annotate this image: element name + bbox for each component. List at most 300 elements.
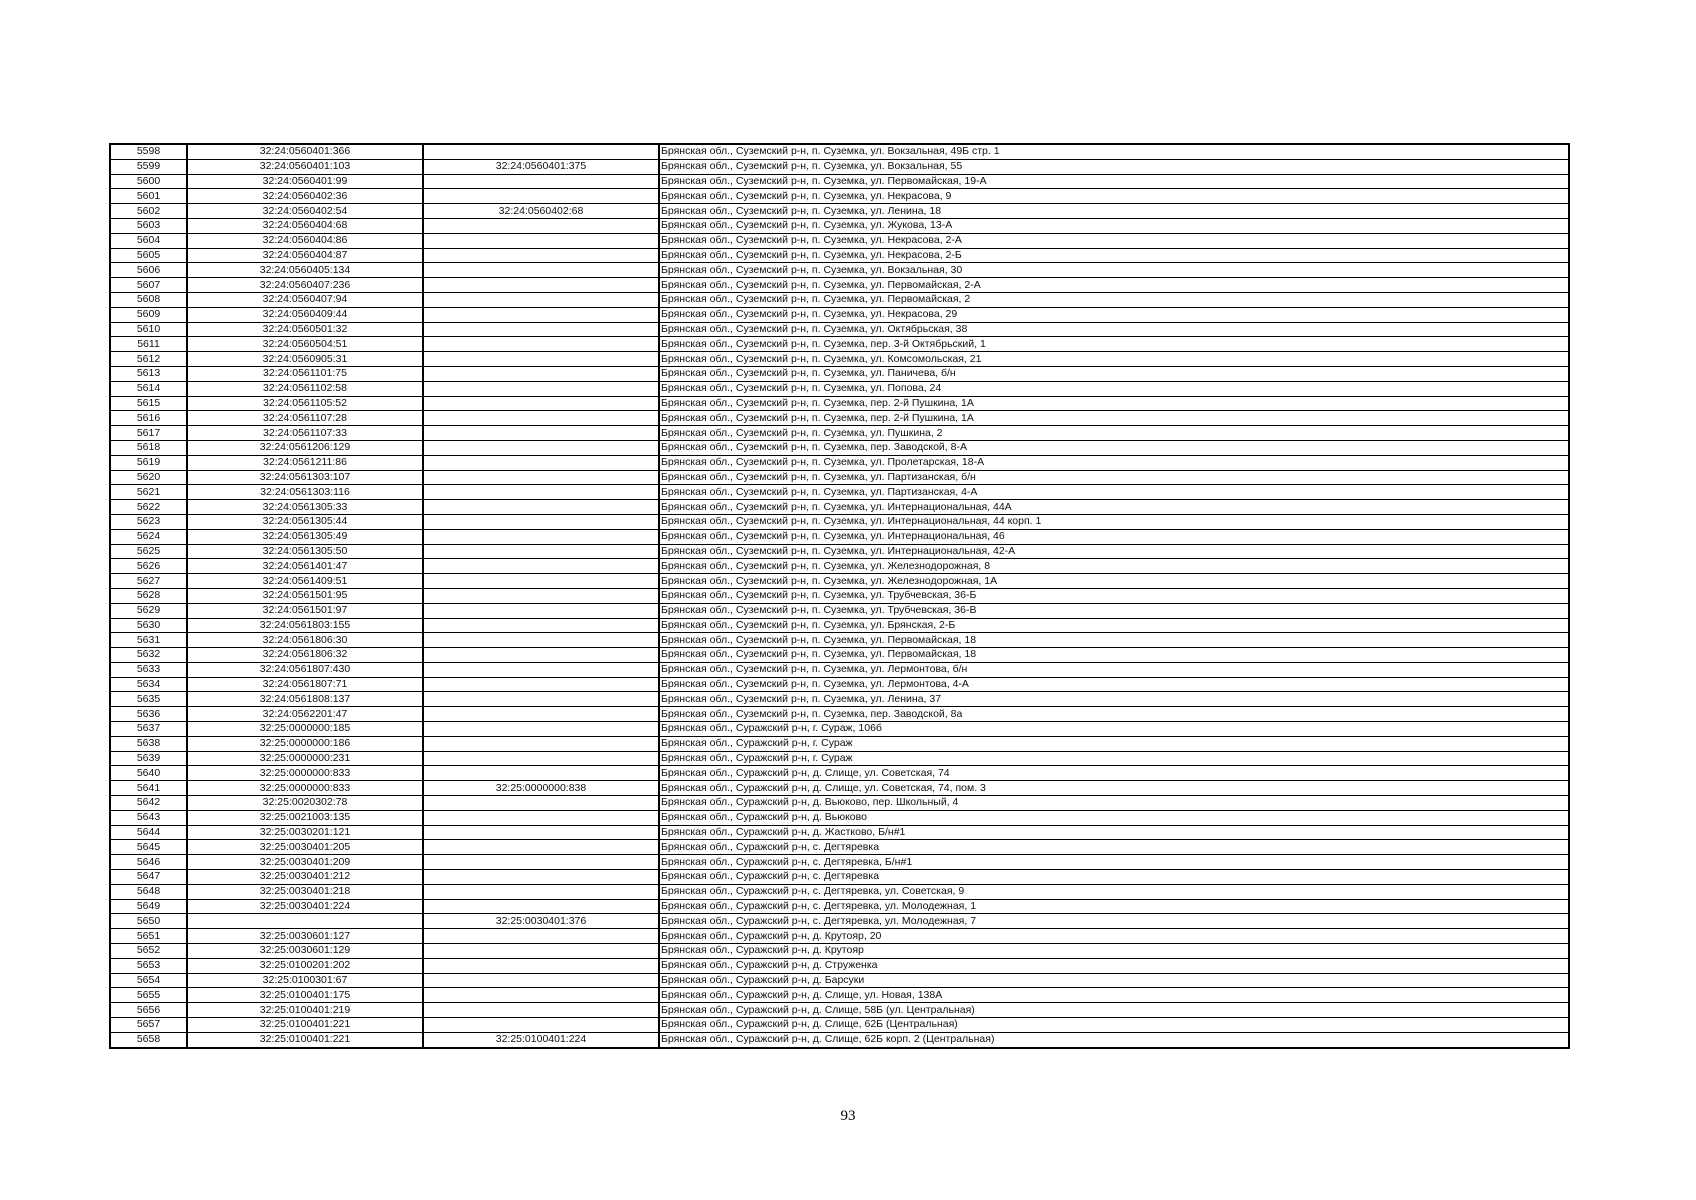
table-row (110, 707, 1569, 722)
related-cadastral-number-cell (423, 189, 659, 204)
related-cadastral-number-cell (423, 440, 659, 455)
address-cell: Брянская обл., Суражский р-н, д. Струженка (659, 958, 1569, 973)
table-row (110, 204, 1569, 219)
related-cadastral-number-cell (423, 751, 659, 766)
related-cadastral-number-cell (423, 707, 659, 722)
related-cadastral-number-cell (423, 322, 659, 337)
table-row (110, 189, 1569, 204)
related-cadastral-number-cell (423, 278, 659, 293)
row-number-cell: 5623 (110, 514, 187, 529)
cadastral-number-cell: 32:24:0560404:68 (187, 218, 423, 233)
row-number-cell: 5621 (110, 485, 187, 500)
table-row (110, 884, 1569, 899)
address-cell: Брянская обл., Суземский р-н, п. Суземка, ул. Партизанская, 4-А (659, 485, 1569, 500)
row-number-cell: 5614 (110, 381, 187, 396)
row-number-cell: 5650 (110, 914, 187, 929)
table-row (110, 396, 1569, 411)
related-cadastral-number-cell (423, 692, 659, 707)
address-cell: Брянская обл., Суражский р-н, д. Слище, ул. Советская, 74 (659, 766, 1569, 781)
cadastral-number-cell: 32:24:0561501:95 (187, 588, 423, 603)
table-row (110, 840, 1569, 855)
cadastral-number-cell: 32:25:0030401:218 (187, 884, 423, 899)
cadastral-number-cell: 32:25:0030401:209 (187, 855, 423, 870)
related-cadastral-number-cell (423, 529, 659, 544)
table-row (110, 588, 1569, 603)
related-cadastral-number-cell (423, 366, 659, 381)
table-row (110, 292, 1569, 307)
related-cadastral-number-cell (423, 307, 659, 322)
address-cell: Брянская обл., Суражский р-н, д. Вьюково, пер. Школьный, 4 (659, 796, 1569, 811)
page-number: 93 (840, 1108, 856, 1124)
related-cadastral-number-cell (423, 618, 659, 633)
cadastral-number-cell: 32:24:0560504:51 (187, 337, 423, 352)
row-number-cell: 5640 (110, 766, 187, 781)
table-row (110, 722, 1569, 737)
row-number-cell: 5603 (110, 218, 187, 233)
related-cadastral-number-cell (423, 958, 659, 973)
cadastral-number-cell: 32:24:0561806:32 (187, 648, 423, 663)
cadastral-number-cell (187, 914, 423, 929)
table-row (110, 174, 1569, 189)
address-cell: Брянская обл., Суземский р-н, п. Суземка, ул. Железнодорожная, 8 (659, 559, 1569, 574)
row-number-cell: 5606 (110, 263, 187, 278)
related-cadastral-number-cell (423, 352, 659, 367)
cadastral-number-cell: 32:24:0561401:47 (187, 559, 423, 574)
address-cell: Брянская обл., Суземский р-н, п. Суземка, ул. Первомайская, 18 (659, 648, 1569, 663)
related-cadastral-number-cell (423, 1003, 659, 1018)
cadastral-number-cell: 32:24:0561409:51 (187, 574, 423, 589)
related-cadastral-number-cell (423, 588, 659, 603)
table-row (110, 440, 1569, 455)
row-number-cell: 5622 (110, 500, 187, 515)
address-cell: Брянская обл., Суземский р-н, п. Суземка, ул. Некрасова, 29 (659, 307, 1569, 322)
table-row (110, 618, 1569, 633)
table-row (110, 426, 1569, 441)
row-number-cell: 5643 (110, 810, 187, 825)
cadastral-number-cell: 32:24:0560405:134 (187, 263, 423, 278)
related-cadastral-number-cell (423, 514, 659, 529)
address-cell: Брянская обл., Суражский р-н, д. Слище, ул. Советская, 74, пом. 3 (659, 781, 1569, 796)
table-row (110, 825, 1569, 840)
related-cadastral-number-cell (423, 796, 659, 811)
cadastral-number-cell: 32:25:0021003:135 (187, 810, 423, 825)
row-number-cell: 5647 (110, 870, 187, 885)
address-cell: Брянская обл., Суземский р-н, п. Суземка, ул. Жукова, 13-А (659, 218, 1569, 233)
related-cadastral-number-cell (423, 648, 659, 663)
related-cadastral-number-cell (423, 766, 659, 781)
table-row (110, 929, 1569, 944)
related-cadastral-number-cell (423, 944, 659, 959)
address-cell: Брянская обл., Суземский р-н, п. Суземка, ул. Партизанская, б/н (659, 470, 1569, 485)
table-row (110, 692, 1569, 707)
table-row (110, 973, 1569, 988)
address-cell: Брянская обл., Суземский р-н, п. Суземка, ул. Трубчевская, 36-Б (659, 588, 1569, 603)
table-row (110, 677, 1569, 692)
cadastral-number-cell: 32:24:0561102:58 (187, 381, 423, 396)
row-number-cell: 5628 (110, 588, 187, 603)
row-number-cell: 5613 (110, 366, 187, 381)
row-number-cell: 5602 (110, 204, 187, 219)
related-cadastral-number-cell (423, 840, 659, 855)
table-row (110, 648, 1569, 663)
cadastral-number-cell: 32:24:0561807:430 (187, 662, 423, 677)
address-cell: Брянская обл., Суземский р-н, п. Суземка, пер. Заводской, 8а (659, 707, 1569, 722)
table-row (110, 944, 1569, 959)
address-cell: Брянская обл., Суражский р-н, д. Вьюково (659, 810, 1569, 825)
cadastral-number-cell: 32:25:0030401:224 (187, 899, 423, 914)
address-cell: Брянская обл., Суражский р-н, г. Сураж (659, 751, 1569, 766)
address-cell: Брянская обл., Суземский р-н, п. Суземка, ул. Первомайская, 18 (659, 633, 1569, 648)
address-cell: Брянская обл., Суземский р-н, п. Суземка, ул. Пушкина, 2 (659, 426, 1569, 441)
related-cadastral-number-cell (423, 174, 659, 189)
address-cell: Брянская обл., Суражский р-н, г. Сураж (659, 736, 1569, 751)
table-row (110, 233, 1569, 248)
row-number-cell: 5610 (110, 322, 187, 337)
table-row (110, 855, 1569, 870)
related-cadastral-number-cell (423, 825, 659, 840)
cadastral-number-cell: 32:25:0100401:221 (187, 1018, 423, 1033)
row-number-cell: 5633 (110, 662, 187, 677)
table-row (110, 455, 1569, 470)
row-number-cell: 5609 (110, 307, 187, 322)
cadastral-number-cell: 32:24:0561806:30 (187, 633, 423, 648)
table-row (110, 870, 1569, 885)
row-number-cell: 5629 (110, 603, 187, 618)
cadastral-number-cell: 32:24:0560401:103 (187, 159, 423, 174)
table-row (110, 603, 1569, 618)
related-cadastral-number-cell (423, 455, 659, 470)
related-cadastral-number-cell (423, 603, 659, 618)
address-cell: Брянская обл., Суражский р-н, с. Дегтяревка, Б/н#1 (659, 855, 1569, 870)
related-cadastral-number-cell (423, 426, 659, 441)
cadastral-number-cell: 32:25:0030601:127 (187, 929, 423, 944)
cadastral-number-cell: 32:25:0030201:121 (187, 825, 423, 840)
row-number-cell: 5649 (110, 899, 187, 914)
row-number-cell: 5600 (110, 174, 187, 189)
address-cell: Брянская обл., Суземский р-н, п. Суземка, ул. Железнодорожная, 1А (659, 574, 1569, 589)
address-cell: Брянская обл., Суземский р-н, п. Суземка, ул. Вокзальная, 49Б стр. 1 (659, 144, 1569, 159)
address-cell: Брянская обл., Суражский р-н, д. Слище, 62Б корп. 2 (Центральная) (659, 1032, 1569, 1047)
cadastral-number-cell: 32:25:0100201:202 (187, 958, 423, 973)
row-number-cell: 5634 (110, 677, 187, 692)
cadastral-number-cell: 32:25:0030401:205 (187, 840, 423, 855)
table-row (110, 381, 1569, 396)
address-cell: Брянская обл., Суражский р-н, д. Крутояр (659, 944, 1569, 959)
cadastral-number-cell: 32:24:0560407:94 (187, 292, 423, 307)
related-cadastral-number-cell (423, 855, 659, 870)
address-cell: Брянская обл., Суражский р-н, г. Сураж, 106б (659, 722, 1569, 737)
cadastral-number-cell: 32:24:0561101:75 (187, 366, 423, 381)
table-row (110, 781, 1569, 796)
address-cell: Брянская обл., Суземский р-н, п. Суземка, ул. Комсомольская, 21 (659, 352, 1569, 367)
row-number-cell: 5605 (110, 248, 187, 263)
table-row (110, 485, 1569, 500)
cadastral-number-cell: 32:25:0100301:67 (187, 973, 423, 988)
cadastral-number-cell: 32:24:0562201:47 (187, 707, 423, 722)
address-cell: Брянская обл., Суземский р-н, п. Суземка, ул. Интернациональная, 46 (659, 529, 1569, 544)
table-row (110, 574, 1569, 589)
address-cell: Брянская обл., Суражский р-н, д. Жастково, Б/н#1 (659, 825, 1569, 840)
table-row (110, 470, 1569, 485)
related-cadastral-number-cell (423, 899, 659, 914)
table-row (110, 411, 1569, 426)
cadastral-number-cell: 32:25:0000000:231 (187, 751, 423, 766)
row-number-cell: 5615 (110, 396, 187, 411)
cadastral-number-cell: 32:24:0560501:32 (187, 322, 423, 337)
related-cadastral-number-cell (423, 973, 659, 988)
cadastral-number-cell: 32:24:0561105:52 (187, 396, 423, 411)
row-number-cell: 5618 (110, 440, 187, 455)
address-cell: Брянская обл., Суражский р-н, д. Крутояр, 20 (659, 929, 1569, 944)
row-number-cell: 5648 (110, 884, 187, 899)
table-row (110, 988, 1569, 1003)
address-cell: Брянская обл., Суражский р-н, д. Барсуки (659, 973, 1569, 988)
cadastral-number-cell: 32:24:0560401:366 (187, 144, 423, 159)
cadastral-number-cell: 32:24:0561211:86 (187, 455, 423, 470)
cadastral-number-cell: 32:24:0560404:87 (187, 248, 423, 263)
cadastral-number-cell: 32:25:0000000:186 (187, 736, 423, 751)
row-number-cell: 5641 (110, 781, 187, 796)
related-cadastral-number-cell (423, 677, 659, 692)
table-row (110, 159, 1569, 174)
table-row (110, 810, 1569, 825)
row-number-cell: 5652 (110, 944, 187, 959)
cadastral-number-cell: 32:25:0030401:212 (187, 870, 423, 885)
address-cell: Брянская обл., Суземский р-н, п. Суземка, ул. Паничева, б/н (659, 366, 1569, 381)
table-row (110, 529, 1569, 544)
table-row (110, 337, 1569, 352)
table-row (110, 958, 1569, 973)
related-cadastral-number-cell (423, 218, 659, 233)
table-row (110, 1032, 1569, 1047)
address-cell: Брянская обл., Суземский р-н, п. Суземка, ул. Интернациональная, 42-А (659, 544, 1569, 559)
related-cadastral-number-cell: 32:25:0100401:224 (423, 1032, 659, 1047)
related-cadastral-number-cell: 32:24:0560401:375 (423, 159, 659, 174)
cadastral-number-cell: 32:25:0000000:185 (187, 722, 423, 737)
address-cell: Брянская обл., Суземский р-н, п. Суземка, ул. Вокзальная, 30 (659, 263, 1569, 278)
cadastral-number-cell: 32:24:0561807:71 (187, 677, 423, 692)
table-row (110, 899, 1569, 914)
related-cadastral-number-cell (423, 662, 659, 677)
table-row (110, 751, 1569, 766)
related-cadastral-number-cell (423, 929, 659, 944)
table-row (110, 144, 1569, 159)
cadastral-number-cell: 32:24:0561501:97 (187, 603, 423, 618)
table-row (110, 263, 1569, 278)
related-cadastral-number-cell (423, 988, 659, 1003)
cadastral-number-cell: 32:24:0561303:107 (187, 470, 423, 485)
related-cadastral-number-cell (423, 1018, 659, 1033)
row-number-cell: 5625 (110, 544, 187, 559)
row-number-cell: 5630 (110, 618, 187, 633)
address-cell: Брянская обл., Суземский р-н, п. Суземка, ул. Первомайская, 19-А (659, 174, 1569, 189)
table-row (110, 500, 1569, 515)
related-cadastral-number-cell: 32:25:0000000:838 (423, 781, 659, 796)
row-number-cell: 5646 (110, 855, 187, 870)
related-cadastral-number-cell (423, 411, 659, 426)
address-cell: Брянская обл., Суземский р-н, п. Суземка, ул. Октябрьская, 38 (659, 322, 1569, 337)
table-row (110, 248, 1569, 263)
cadastral-number-cell: 32:24:0560401:99 (187, 174, 423, 189)
table-row (110, 736, 1569, 751)
cadastral-number-cell: 32:24:0561107:28 (187, 411, 423, 426)
cadastral-number-cell: 32:24:0561303:116 (187, 485, 423, 500)
table-row (110, 514, 1569, 529)
table-row (110, 662, 1569, 677)
row-number-cell: 5608 (110, 292, 187, 307)
row-number-cell: 5638 (110, 736, 187, 751)
cadastral-number-cell: 32:24:0561305:33 (187, 500, 423, 515)
related-cadastral-number-cell (423, 633, 659, 648)
cadastral-number-cell: 32:24:0561808:137 (187, 692, 423, 707)
row-number-cell: 5657 (110, 1018, 187, 1033)
address-cell: Брянская обл., Суражский р-н, с. Дегтяревка, ул. Советская, 9 (659, 884, 1569, 899)
row-number-cell: 5599 (110, 159, 187, 174)
related-cadastral-number-cell (423, 544, 659, 559)
related-cadastral-number-cell (423, 559, 659, 574)
table-row (110, 544, 1569, 559)
address-cell: Брянская обл., Суражский р-н, д. Слище, 62Б (Центральная) (659, 1018, 1569, 1033)
address-cell: Брянская обл., Суземский р-н, п. Суземка, ул. Лермонтова, 4-А (659, 677, 1569, 692)
cadastral-number-cell: 32:25:0100401:219 (187, 1003, 423, 1018)
address-cell: Брянская обл., Суземский р-н, п. Суземка, ул. Ленина, 18 (659, 204, 1569, 219)
row-number-cell: 5632 (110, 648, 187, 663)
cadastral-number-cell: 32:24:0560905:31 (187, 352, 423, 367)
table-row (110, 278, 1569, 293)
address-cell: Брянская обл., Суземский р-н, п. Суземка, ул. Первомайская, 2-А (659, 278, 1569, 293)
row-number-cell: 5598 (110, 144, 187, 159)
table-row (110, 766, 1569, 781)
related-cadastral-number-cell (423, 736, 659, 751)
cadastral-number-cell: 32:24:0560407:236 (187, 278, 423, 293)
address-cell: Брянская обл., Суражский р-н, с. Дегтяревка (659, 840, 1569, 855)
row-number-cell: 5656 (110, 1003, 187, 1018)
address-cell: Брянская обл., Суражский р-н, с. Дегтяревка (659, 870, 1569, 885)
related-cadastral-number-cell (423, 810, 659, 825)
cadastral-number-cell: 32:24:0560402:36 (187, 189, 423, 204)
address-cell: Брянская обл., Суземский р-н, п. Суземка, ул. Первомайская, 2 (659, 292, 1569, 307)
cadastral-number-cell: 32:25:0020302:78 (187, 796, 423, 811)
row-number-cell: 5616 (110, 411, 187, 426)
table-row (110, 914, 1569, 929)
row-number-cell: 5631 (110, 633, 187, 648)
cadastral-number-cell: 32:24:0561305:50 (187, 544, 423, 559)
cadastral-number-cell: 32:25:0100401:175 (187, 988, 423, 1003)
address-cell: Брянская обл., Суражский р-н, с. Дегтяревка, ул. Молодежная, 1 (659, 899, 1569, 914)
row-number-cell: 5620 (110, 470, 187, 485)
table-row (110, 322, 1569, 337)
related-cadastral-number-cell (423, 396, 659, 411)
cadastral-number-cell: 32:25:0000000:833 (187, 781, 423, 796)
table-row (110, 796, 1569, 811)
address-cell: Брянская обл., Суземский р-н, п. Суземка, ул. Трубчевская, 36-В (659, 603, 1569, 618)
address-cell: Брянская обл., Суземский р-н, п. Суземка, ул. Попова, 24 (659, 381, 1569, 396)
cadastral-number-cell: 32:24:0561305:49 (187, 529, 423, 544)
address-cell: Брянская обл., Суземский р-н, п. Суземка, ул. Интернациональная, 44 корп. 1 (659, 514, 1569, 529)
row-number-cell: 5612 (110, 352, 187, 367)
row-number-cell: 5604 (110, 233, 187, 248)
related-cadastral-number-cell (423, 381, 659, 396)
table-row (110, 633, 1569, 648)
address-cell: Брянская обл., Суземский р-н, п. Суземка, пер. 2-й Пушкина, 1А (659, 396, 1569, 411)
address-cell: Брянская обл., Суземский р-н, п. Суземка, пер. 3-й Октябрьский, 1 (659, 337, 1569, 352)
row-number-cell: 5658 (110, 1032, 187, 1047)
row-number-cell: 5611 (110, 337, 187, 352)
table-row (110, 559, 1569, 574)
related-cadastral-number-cell (423, 574, 659, 589)
address-cell: Брянская обл., Суземский р-н, п. Суземка, ул. Брянская, 2-Б (659, 618, 1569, 633)
related-cadastral-number-cell (423, 248, 659, 263)
row-number-cell: 5635 (110, 692, 187, 707)
cadastral-number-cell: 32:24:0560402:54 (187, 204, 423, 219)
cadastral-number-cell: 32:24:0560404:86 (187, 233, 423, 248)
row-number-cell: 5653 (110, 958, 187, 973)
row-number-cell: 5619 (110, 455, 187, 470)
related-cadastral-number-cell (423, 485, 659, 500)
table-row (110, 218, 1569, 233)
cadastral-number-cell: 32:24:0561107:33 (187, 426, 423, 441)
cadastral-number-cell: 32:25:0000000:833 (187, 766, 423, 781)
table-row (110, 352, 1569, 367)
address-cell: Брянская обл., Суземский р-н, п. Суземка, ул. Вокзальная, 55 (659, 159, 1569, 174)
related-cadastral-number-cell (423, 470, 659, 485)
related-cadastral-number-cell (423, 337, 659, 352)
address-cell: Брянская обл., Суземский р-н, п. Суземка, ул. Некрасова, 2-Б (659, 248, 1569, 263)
table-row (110, 1018, 1569, 1033)
cadastral-number-cell: 32:24:0561803:155 (187, 618, 423, 633)
cadastral-number-cell: 32:25:0100401:221 (187, 1032, 423, 1047)
row-number-cell: 5607 (110, 278, 187, 293)
row-number-cell: 5617 (110, 426, 187, 441)
related-cadastral-number-cell (423, 233, 659, 248)
table-body (110, 144, 1569, 1048)
row-number-cell: 5644 (110, 825, 187, 840)
row-number-cell: 5654 (110, 973, 187, 988)
address-cell: Брянская обл., Суземский р-н, п. Суземка, пер. Заводской, 8-А (659, 440, 1569, 455)
address-cell: Брянская обл., Суземский р-н, п. Суземка, ул. Лермонтова, б/н (659, 662, 1569, 677)
row-number-cell: 5642 (110, 796, 187, 811)
address-cell: Брянская обл., Суземский р-н, п. Суземка, пер. 2-й Пушкина, 1А (659, 411, 1569, 426)
table-row (110, 366, 1569, 381)
address-cell: Брянская обл., Суземский р-н, п. Суземка, ул. Ленина, 37 (659, 692, 1569, 707)
related-cadastral-number-cell (423, 884, 659, 899)
row-number-cell: 5624 (110, 529, 187, 544)
table-row (110, 307, 1569, 322)
row-number-cell: 5639 (110, 751, 187, 766)
related-cadastral-number-cell (423, 263, 659, 278)
related-cadastral-number-cell (423, 870, 659, 885)
related-cadastral-number-cell: 32:25:0030401:376 (423, 914, 659, 929)
cadastral-number-cell: 32:24:0561305:44 (187, 514, 423, 529)
address-cell: Брянская обл., Суземский р-н, п. Суземка, ул. Пролетарская, 18-А (659, 455, 1569, 470)
address-cell: Брянская обл., Суражский р-н, д. Слище, ул. Новая, 138А (659, 988, 1569, 1003)
row-number-cell: 5636 (110, 707, 187, 722)
related-cadastral-number-cell (423, 500, 659, 515)
row-number-cell: 5627 (110, 574, 187, 589)
address-cell: Брянская обл., Суземский р-н, п. Суземка, ул. Некрасова, 2-А (659, 233, 1569, 248)
row-number-cell: 5626 (110, 559, 187, 574)
row-number-cell: 5655 (110, 988, 187, 1003)
address-cell: Брянская обл., Суземский р-н, п. Суземка, ул. Интернациональная, 44А (659, 500, 1569, 515)
row-number-cell: 5651 (110, 929, 187, 944)
related-cadastral-number-cell (423, 144, 659, 159)
related-cadastral-number-cell (423, 292, 659, 307)
address-cell: Брянская обл., Суземский р-н, п. Суземка, ул. Некрасова, 9 (659, 189, 1569, 204)
related-cadastral-number-cell (423, 722, 659, 737)
cadastral-number-cell: 32:24:0560409:44 (187, 307, 423, 322)
table-row (110, 1003, 1569, 1018)
cadastral-number-cell: 32:25:0030601:129 (187, 944, 423, 959)
